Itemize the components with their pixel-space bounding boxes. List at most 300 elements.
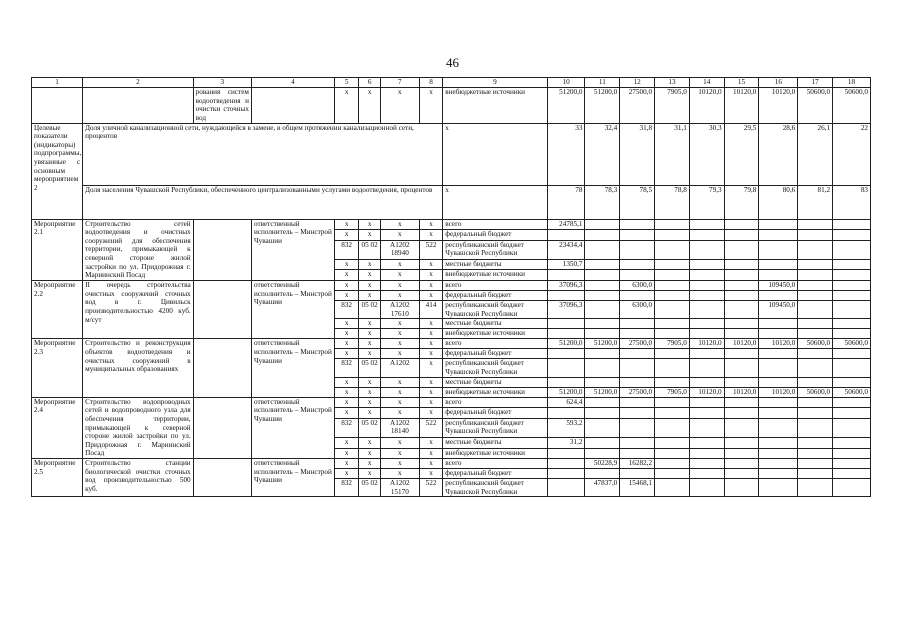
cell xyxy=(798,377,833,387)
cell: 109450,0 xyxy=(759,281,798,291)
cell xyxy=(759,479,798,497)
cell xyxy=(655,359,690,377)
cell: 51200,0 xyxy=(547,387,585,397)
cell: местные бюджеты xyxy=(443,437,547,448)
cell xyxy=(798,291,833,301)
measure-name: Строительство и реконструкция объектов водоотведения и очистных сооружений в муниципальных образованиях xyxy=(83,339,194,397)
cell xyxy=(655,230,690,241)
measure-label: Мероприятие 2.4 xyxy=(32,397,83,458)
column-header: 13 xyxy=(655,78,690,88)
cell: внебюджетные источники xyxy=(443,270,547,281)
cell: федеральный бюджет xyxy=(443,349,547,359)
cell xyxy=(620,359,655,377)
cell xyxy=(833,230,871,241)
cell: х xyxy=(334,281,359,291)
cell xyxy=(547,448,585,459)
cell xyxy=(833,319,871,329)
cell: 79,3 xyxy=(689,185,724,219)
cell: A1202 18940 xyxy=(380,240,419,259)
cell xyxy=(724,377,759,387)
cell xyxy=(620,219,655,230)
cell: х xyxy=(380,469,419,479)
cell: 10120,0 xyxy=(689,339,724,349)
cell xyxy=(724,270,759,281)
cell xyxy=(689,418,724,437)
cell: 33 xyxy=(547,123,585,185)
cell xyxy=(689,349,724,359)
cell: 10120,0 xyxy=(724,339,759,349)
cell: х xyxy=(359,408,380,419)
cell xyxy=(833,240,871,259)
cell: 28,6 xyxy=(759,123,798,185)
cell xyxy=(689,437,724,448)
cell xyxy=(689,230,724,241)
cell: х xyxy=(380,437,419,448)
cell: х xyxy=(380,459,419,469)
cell: 05 02 xyxy=(359,301,380,319)
column-header: 3 xyxy=(193,78,251,88)
cell: 23434,4 xyxy=(547,240,585,259)
cell: внебюджетные источники xyxy=(443,448,547,459)
cell xyxy=(655,377,690,387)
column-header: 11 xyxy=(585,78,620,88)
cell: 78 xyxy=(547,185,585,219)
cell: х xyxy=(334,349,359,359)
cell: 414 xyxy=(419,301,443,319)
column-header: 17 xyxy=(798,78,833,88)
cell xyxy=(655,270,690,281)
cell: х xyxy=(359,437,380,448)
indicator-label: Целевые показатели (индикаторы) подпрограммы, увязанные с основным мероприятием 2 xyxy=(32,123,83,219)
cell: федеральный бюджет xyxy=(443,408,547,419)
cell: х xyxy=(419,88,443,124)
cell: х xyxy=(380,408,419,419)
cell xyxy=(620,240,655,259)
cell xyxy=(655,459,690,469)
cell: х xyxy=(419,319,443,329)
cell: 37096,3 xyxy=(547,301,585,319)
column-header: 15 xyxy=(724,78,759,88)
cell: республиканский бюджет Чувашской Республики xyxy=(443,479,547,497)
cell: 6300,0 xyxy=(620,301,655,319)
measure-label: Мероприятие 2.1 xyxy=(32,219,83,280)
cell xyxy=(547,230,585,241)
cell xyxy=(547,329,585,339)
cell: 05 02 xyxy=(359,418,380,437)
cell xyxy=(83,88,194,124)
cell xyxy=(32,88,83,124)
measure-executor: ответственный исполнитель – Минстрой Чувашии xyxy=(251,281,334,339)
cell xyxy=(798,259,833,270)
cell xyxy=(620,448,655,459)
cell: х xyxy=(419,329,443,339)
header-row xyxy=(32,78,871,88)
cell: 15468,1 xyxy=(620,479,655,497)
cell xyxy=(833,359,871,377)
cell xyxy=(585,397,620,408)
column-header: 8 xyxy=(419,78,443,88)
table-row xyxy=(32,339,871,349)
cell xyxy=(689,281,724,291)
cell xyxy=(833,259,871,270)
cell: A1202 xyxy=(380,359,419,377)
cell: A1202 18140 xyxy=(380,418,419,437)
cell: 10120,0 xyxy=(689,387,724,397)
cell: х xyxy=(359,397,380,408)
cell: 10120,0 xyxy=(724,88,759,124)
cell xyxy=(620,270,655,281)
table-row xyxy=(32,123,871,185)
cell: х xyxy=(334,397,359,408)
cell: республиканский бюджет Чувашской Республики xyxy=(443,359,547,377)
cell: х xyxy=(359,448,380,459)
cell: х xyxy=(359,219,380,230)
cell: х xyxy=(419,349,443,359)
cell xyxy=(547,319,585,329)
cell: х xyxy=(359,339,380,349)
cell: х xyxy=(380,219,419,230)
cell xyxy=(620,329,655,339)
measure-executor: ответственный исполнитель – Минстрой Чувашии xyxy=(251,339,334,397)
measure-label: Мероприятие 2.2 xyxy=(32,281,83,339)
cell: всего xyxy=(443,459,547,469)
cell: х xyxy=(359,230,380,241)
cell: федеральный бюджет xyxy=(443,469,547,479)
cell: х xyxy=(380,329,419,339)
cell xyxy=(724,291,759,301)
cell xyxy=(620,259,655,270)
page-number: 46 xyxy=(446,55,459,70)
table-row xyxy=(32,88,871,124)
cell xyxy=(655,259,690,270)
cell xyxy=(759,397,798,408)
measure-executor: ответственный исполнитель – Минстрой Чувашии xyxy=(251,459,334,497)
cell: Доля населения Чувашской Республики, обеспеченного централизованными услугами водоотведения, процентов xyxy=(83,185,443,219)
cell xyxy=(547,359,585,377)
cell: 05 02 xyxy=(359,479,380,497)
cell: 81,2 xyxy=(798,185,833,219)
cell: 24785,1 xyxy=(547,219,585,230)
cell: 10120,0 xyxy=(759,387,798,397)
cell: 50600,0 xyxy=(833,387,871,397)
cell xyxy=(620,230,655,241)
cell xyxy=(585,349,620,359)
cell: х xyxy=(334,469,359,479)
cell: 50600,0 xyxy=(833,339,871,349)
cell xyxy=(689,359,724,377)
cell xyxy=(833,219,871,230)
cell: 832 xyxy=(334,479,359,497)
cell: х xyxy=(443,185,547,219)
cell: 78,3 xyxy=(585,185,620,219)
cell xyxy=(585,448,620,459)
cell xyxy=(585,408,620,419)
table-row xyxy=(32,459,871,469)
cell xyxy=(620,291,655,301)
cell: х xyxy=(419,230,443,241)
cell: 1350,7 xyxy=(547,259,585,270)
column-header: 6 xyxy=(359,78,380,88)
cell xyxy=(620,469,655,479)
cell xyxy=(724,437,759,448)
cell xyxy=(585,319,620,329)
column-header: 10 xyxy=(547,78,585,88)
cell xyxy=(833,301,871,319)
cell: х xyxy=(359,281,380,291)
column-header: 16 xyxy=(759,78,798,88)
cell: 47837,0 xyxy=(585,479,620,497)
cell xyxy=(585,230,620,241)
cell xyxy=(655,240,690,259)
cell xyxy=(759,418,798,437)
cell xyxy=(724,349,759,359)
cell: внебюджетные источники xyxy=(443,329,547,339)
cell xyxy=(759,377,798,387)
cell xyxy=(798,329,833,339)
cell xyxy=(798,319,833,329)
cell: 79,8 xyxy=(724,185,759,219)
cell xyxy=(655,291,690,301)
cell: х xyxy=(334,259,359,270)
cell: х xyxy=(380,88,419,124)
cell xyxy=(547,270,585,281)
cell: 16282,2 xyxy=(620,459,655,469)
cell xyxy=(833,479,871,497)
cell: х xyxy=(419,459,443,469)
measure-executor: ответственный исполнитель – Минстрой Чувашии xyxy=(251,219,334,280)
cell xyxy=(585,469,620,479)
cell xyxy=(759,270,798,281)
column-header: 7 xyxy=(380,78,419,88)
cell: 78,8 xyxy=(655,185,690,219)
cell: х xyxy=(359,291,380,301)
cell xyxy=(724,408,759,419)
cell: 10120,0 xyxy=(724,387,759,397)
cell xyxy=(193,339,251,397)
cell: х xyxy=(359,329,380,339)
cell: 10120,0 xyxy=(689,88,724,124)
cell xyxy=(724,319,759,329)
cell: 50600,0 xyxy=(833,88,871,124)
cell xyxy=(724,219,759,230)
cell xyxy=(798,359,833,377)
cell: х xyxy=(334,459,359,469)
cell: х xyxy=(380,319,419,329)
cell: х xyxy=(419,408,443,419)
cell xyxy=(689,329,724,339)
cell xyxy=(689,459,724,469)
cell xyxy=(798,459,833,469)
cell: местные бюджеты xyxy=(443,259,547,270)
cell xyxy=(689,319,724,329)
cell: республиканский бюджет Чувашской Республики xyxy=(443,418,547,437)
cell: 624,4 xyxy=(547,397,585,408)
measure-executor: ответственный исполнитель – Минстрой Чувашии xyxy=(251,397,334,458)
cell xyxy=(585,240,620,259)
cell xyxy=(547,377,585,387)
cell: 32,4 xyxy=(585,123,620,185)
cell: х xyxy=(419,339,443,349)
cell xyxy=(689,479,724,497)
cell xyxy=(689,219,724,230)
cell xyxy=(655,397,690,408)
program-table xyxy=(31,77,871,497)
cell: х xyxy=(334,88,359,124)
cell: 30,3 xyxy=(689,123,724,185)
cell: 522 xyxy=(419,479,443,497)
cell xyxy=(585,291,620,301)
cell xyxy=(798,418,833,437)
cell xyxy=(724,479,759,497)
cell: местные бюджеты xyxy=(443,319,547,329)
cell xyxy=(833,408,871,419)
cell xyxy=(655,437,690,448)
cell xyxy=(759,291,798,301)
cell xyxy=(620,397,655,408)
cell: х xyxy=(419,397,443,408)
cell: х xyxy=(419,387,443,397)
measure-name: II очередь строительства очистных сооружений сточных вод в г. Цивильск производительностью 4200 куб. м/сут xyxy=(83,281,194,339)
cell xyxy=(759,240,798,259)
cell: х xyxy=(359,469,380,479)
measure-name: Строительство сетей водоотведения и очистных сооружений для обеспечения территории, примыкающей к северной стороне жилой застройки по ул. Придорожная г. Мариинский Посад xyxy=(83,219,194,280)
cell: республиканский бюджет Чувашской Республики xyxy=(443,301,547,319)
cell: местные бюджеты xyxy=(443,377,547,387)
cell: 27500,0 xyxy=(620,339,655,349)
cell xyxy=(585,437,620,448)
cell xyxy=(620,418,655,437)
cell: х xyxy=(334,219,359,230)
cell: х xyxy=(359,459,380,469)
cell xyxy=(724,418,759,437)
table-row xyxy=(32,281,871,291)
cell xyxy=(585,259,620,270)
cell: х xyxy=(380,448,419,459)
cell xyxy=(689,240,724,259)
cell: х xyxy=(334,339,359,349)
cell xyxy=(689,377,724,387)
cell xyxy=(547,459,585,469)
cell: 50600,0 xyxy=(798,387,833,397)
cell xyxy=(585,329,620,339)
measure-label: Мероприятие 2.3 xyxy=(32,339,83,397)
cell: х xyxy=(334,329,359,339)
cell xyxy=(689,259,724,270)
cell: х xyxy=(380,377,419,387)
cell: х xyxy=(334,270,359,281)
cell xyxy=(547,479,585,497)
cell xyxy=(620,349,655,359)
cell xyxy=(833,349,871,359)
cell: 109450,0 xyxy=(759,301,798,319)
cell: х xyxy=(380,291,419,301)
cell: х xyxy=(334,230,359,241)
cell: х xyxy=(380,230,419,241)
cell: 26,1 xyxy=(798,123,833,185)
column-header: 1 xyxy=(32,78,83,88)
cell: 78,5 xyxy=(620,185,655,219)
cell: 7905,0 xyxy=(655,339,690,349)
cell xyxy=(585,270,620,281)
cell: х xyxy=(380,270,419,281)
cell xyxy=(798,479,833,497)
cell xyxy=(620,377,655,387)
cell xyxy=(833,448,871,459)
column-header: 12 xyxy=(620,78,655,88)
cell: 22 xyxy=(833,123,871,185)
cell: 29,5 xyxy=(724,123,759,185)
table-row xyxy=(32,185,871,219)
cell: 10120,0 xyxy=(759,339,798,349)
cell: 593,2 xyxy=(547,418,585,437)
table-row xyxy=(32,219,871,230)
cell: 31,8 xyxy=(620,123,655,185)
cell xyxy=(759,230,798,241)
cell xyxy=(724,397,759,408)
cell xyxy=(724,448,759,459)
cell xyxy=(689,408,724,419)
cell xyxy=(655,319,690,329)
cell: х xyxy=(334,377,359,387)
cell xyxy=(759,359,798,377)
cell: х xyxy=(419,270,443,281)
measure-label: Мероприятие 2.5 xyxy=(32,459,83,497)
cell xyxy=(798,349,833,359)
cell: х xyxy=(359,270,380,281)
cell xyxy=(585,418,620,437)
cell: внебюджетные источники xyxy=(443,387,547,397)
cell: х xyxy=(359,387,380,397)
cell: 7905,0 xyxy=(655,387,690,397)
cell xyxy=(759,408,798,419)
cell: республиканский бюджет Чувашской Республики xyxy=(443,240,547,259)
cell xyxy=(724,240,759,259)
cell: федеральный бюджет xyxy=(443,230,547,241)
cell: х xyxy=(419,437,443,448)
cell xyxy=(833,397,871,408)
cell xyxy=(833,270,871,281)
cell xyxy=(251,88,334,124)
column-header: 14 xyxy=(689,78,724,88)
cell xyxy=(689,270,724,281)
cell: всего xyxy=(443,281,547,291)
cell xyxy=(798,437,833,448)
cell: х xyxy=(334,408,359,419)
cell: х xyxy=(359,259,380,270)
cell xyxy=(724,469,759,479)
cell: 31,1 xyxy=(655,123,690,185)
cell xyxy=(655,219,690,230)
cell: всего xyxy=(443,339,547,349)
cell: 522 xyxy=(419,418,443,437)
cell: 832 xyxy=(334,240,359,259)
cell xyxy=(724,359,759,377)
cell: 51200,0 xyxy=(585,88,620,124)
cell xyxy=(689,448,724,459)
cell: 7905,0 xyxy=(655,88,690,124)
cell: Доля уличной канализационной сети, нуждающейся в замене, в общем протяжении канализационной сети, процентов xyxy=(83,123,443,185)
cell: 51200,0 xyxy=(547,339,585,349)
cell xyxy=(585,359,620,377)
cell: х xyxy=(359,319,380,329)
cell xyxy=(833,377,871,387)
cell xyxy=(547,469,585,479)
cell xyxy=(798,397,833,408)
cell: 50600,0 xyxy=(798,88,833,124)
cell xyxy=(833,329,871,339)
cell xyxy=(655,479,690,497)
cell xyxy=(798,469,833,479)
